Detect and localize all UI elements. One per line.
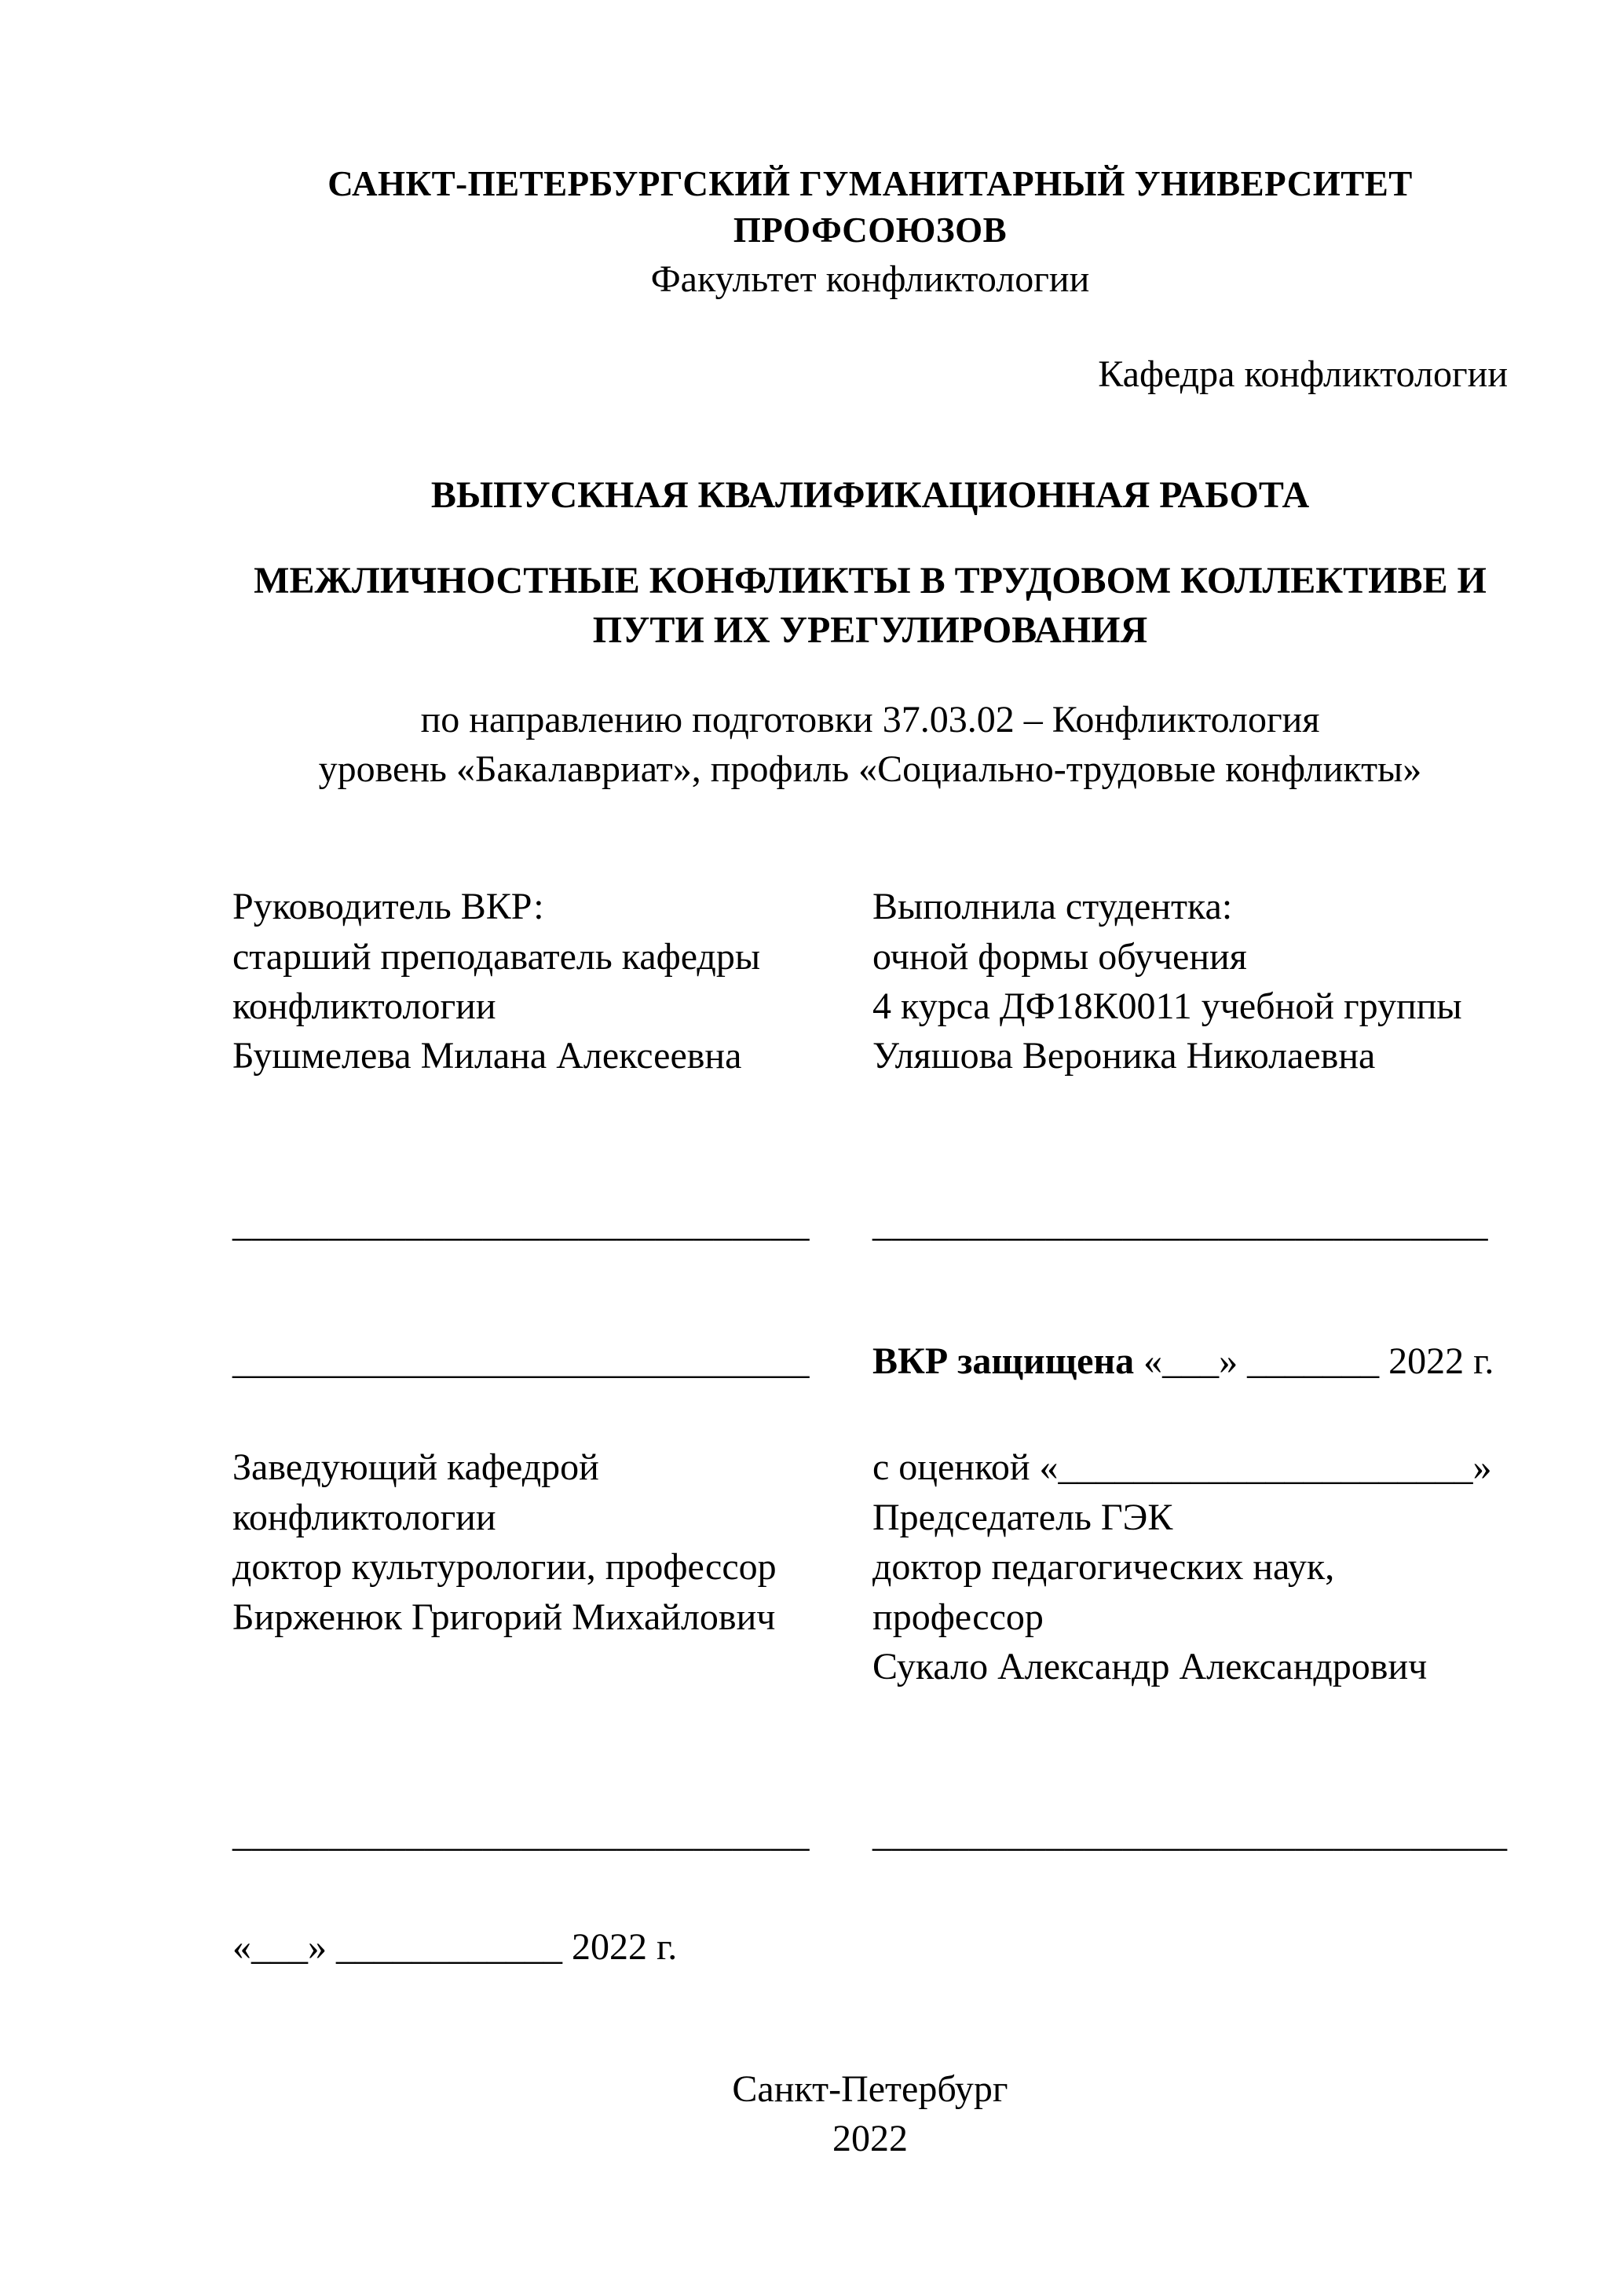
head-signature-line-2: ______________________________ — [232, 1813, 810, 1855]
student-label: Выполнила студентка: — [872, 886, 1233, 928]
supervisor-position-line2: конфликтологии — [232, 985, 496, 1028]
footer-block — [232, 2064, 1508, 2164]
chair-block — [872, 1442, 1508, 1691]
program-level-line: уровень «Бакалавриат», профиль «Социально-трудовые конфликты» — [318, 748, 1422, 790]
supervisor-signature-line: ______________________________ — [232, 1202, 810, 1245]
supervisor-label: Руководитель ВКР: — [232, 886, 544, 928]
department-name: Кафедра конфликтологии — [1098, 353, 1508, 396]
signature-row-1 — [232, 1199, 1508, 1249]
student-name: Уляшова Вероника Николаевна — [872, 1035, 1376, 1077]
head-name: Бирженюк Григорий Михайлович — [232, 1596, 776, 1638]
chair-name: Сукало Александр Александрович — [872, 1645, 1428, 1687]
supervisor-name: Бушмелева Милана Алексеевна — [232, 1035, 742, 1077]
program-direction-line: по направлению подготовки 37.03.02 – Конфликтология — [420, 698, 1320, 740]
head-and-chair-block — [232, 1442, 1508, 1691]
head-line2: конфликтологии — [232, 1496, 496, 1538]
student-info-line1: очной формы обучения — [872, 935, 1247, 978]
head-line1: Заведующий кафедрой — [232, 1446, 599, 1489]
chair-rank: профессор — [872, 1596, 1044, 1638]
supervisor-block — [232, 882, 872, 1080]
footer-city: Санкт-Петербург — [732, 2067, 1008, 2110]
grade-line: с оценкой «______________________» — [872, 1446, 1492, 1489]
defense-defended-label: ВКР защищена — [872, 1340, 1135, 1383]
footer-year: 2022 — [832, 2118, 908, 2160]
faculty-name: Факультет конфликтологии — [650, 258, 1090, 300]
head-date-line: «___» ____________ 2022 г. — [232, 1925, 678, 1968]
supervisor-position-line1: старший преподаватель кафедры — [232, 935, 761, 978]
people-block — [232, 882, 1508, 1080]
defense-date-line — [872, 1336, 1508, 1386]
student-info-line2: 4 курса ДФ18К0011 учебной группы — [872, 985, 1462, 1028]
thesis-title: МЕЖЛИЧНОСТНЫЕ КОНФЛИКТЫ В ТРУДОВОМ КОЛЛЕКТИВЕ И ПУТИ ИХ УРЕГУЛИРОВАНИЯ — [254, 559, 1487, 652]
defense-defended-blanks: «___» _______ 2022 г. — [1134, 1340, 1494, 1383]
university-name: САНКТ-ПЕТЕРБУРГСКИЙ ГУМАНИТАРНЫЙ УНИВЕРСИТЕТ ПРОФСОЮЗОВ — [327, 164, 1413, 250]
head-signature-line: ______________________________ — [232, 1340, 810, 1383]
chair-degree: доктор педагогических наук, — [872, 1546, 1335, 1589]
chair-label: Председатель ГЭК — [872, 1496, 1173, 1538]
head-of-department-block — [232, 1442, 872, 1641]
student-signature-line: ________________________________ — [872, 1202, 1488, 1245]
chair-signature-line: _________________________________ — [872, 1813, 1508, 1855]
student-block — [872, 882, 1508, 1080]
head-line3: доктор культурологии, профессор — [232, 1546, 777, 1589]
signature-row-2 — [232, 1336, 1508, 1386]
work-type-heading: ВЫПУСКНАЯ КВАЛИФИКАЦИОННАЯ РАБОТА — [430, 473, 1310, 516]
signature-row-3 — [232, 1809, 1508, 1859]
